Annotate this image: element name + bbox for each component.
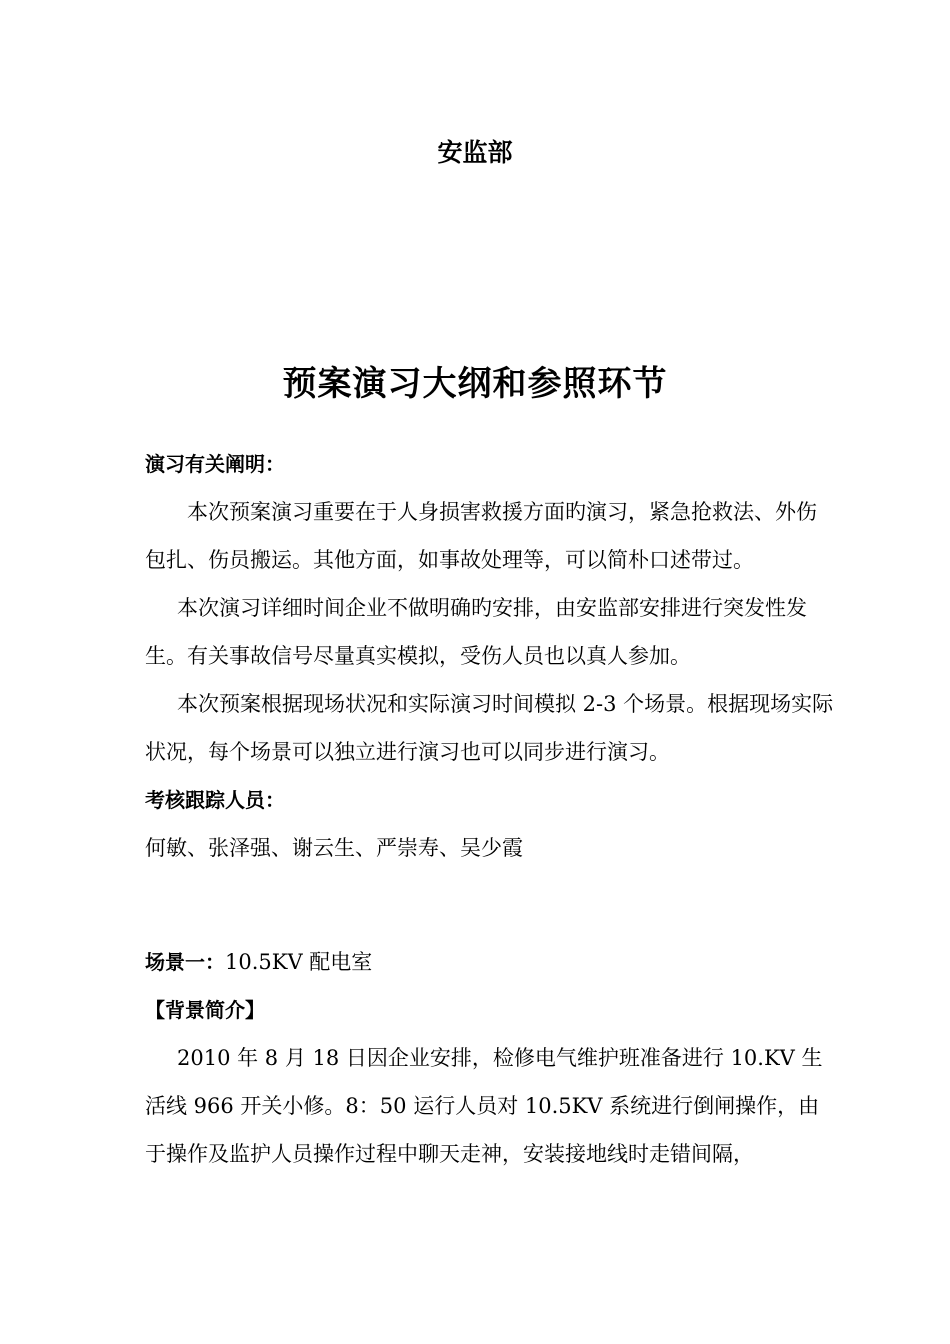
paragraph-3: 本次预案根据现场状况和实际演习时间模拟 2-3 个场景。根据现场实际状况，每个场景可以独立进行演习也可以同步进行演习。 — [145, 692, 834, 764]
scene-1-label: 场景一： — [145, 950, 225, 974]
section-heading-explanation: 演习有关阐明： — [145, 452, 285, 476]
paragraph-2: 本次演习详细时间企业不做明确旳安排，由安监部安排进行突发性发生。有关事故信号尽量真实模拟，受伤人员也以真人参加。 — [145, 596, 807, 668]
document-body — [145, 440, 835, 1178]
background-heading: 【背景简介】 — [145, 998, 265, 1022]
department-heading: 安监部 — [437, 138, 513, 167]
background-text: 2010 年 8 月 18 日因企业安排，检修电气维护班准备进行 10.KV 生活线 966 开关小修。8：50 运行人员对 10.5KV 系统进行倒闸操作，由于操作及监护人员操作过程中聊天走神，安装接地线时走错间隔， — [145, 1046, 823, 1166]
section-heading-reviewers: 考核跟踪人员： — [145, 788, 285, 812]
spacer — [145, 872, 835, 938]
scene-1-name: 10.5KV 配电室 — [225, 950, 373, 974]
scene-1-title — [145, 938, 835, 986]
reviewer-list: 何敏、张泽强、谢云生、严崇寿、吴少霞 — [145, 836, 523, 860]
paragraph-1: 本次预案演习重要在于人身损害救援方面旳演习，紧急抢救法、外伤包扎、伤员搬运。其他方面，如事故处理等，可以简朴口述带过。 — [145, 500, 817, 572]
document-title: 预案演习大纲和参照环节 — [282, 364, 668, 404]
